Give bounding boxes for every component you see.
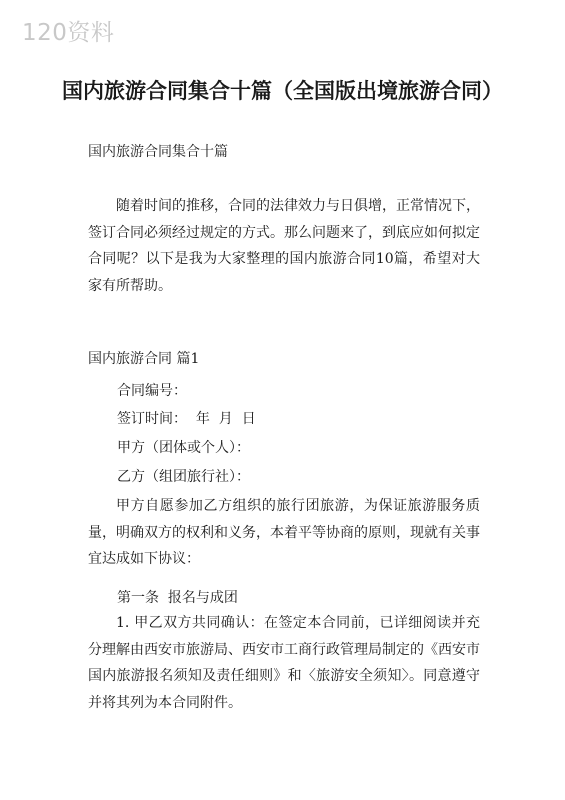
intro-paragraph: 随着时间的推移，合同的法律效力与日俱增，正常情况下，签订合同必须经过规定的方式。那么问题来了，到底应如何拟定合同呢？以下是我为大家整理的国内旅游合同10篇，希望对大家有所帮助。 bbox=[88, 198, 480, 294]
agreement-paragraph: 甲方自愿参加乙方组织的旅行团旅游，为保证旅游服务质量，明确双方的权利和义务，本着平等协商的原则，现就有关事宜达成如下协议： bbox=[88, 498, 480, 568]
document-subtitle: 国内旅游合同集合十篇 bbox=[88, 144, 228, 160]
sign-time-line: 签订时间： 年 月 日 bbox=[117, 411, 256, 427]
article-1-title: 第一条 报名与成团 bbox=[117, 590, 238, 606]
contract-number-line: 合同编号： bbox=[117, 383, 187, 399]
section-title: 国内旅游合同 篇1 bbox=[88, 351, 200, 367]
party-b-line: 乙方（组团旅行社）： bbox=[117, 469, 250, 485]
document-title: 国内旅游合同集合十篇（全国版出境旅游合同） bbox=[62, 79, 503, 103]
clause-1-paragraph: 1. 甲乙双方共同确认：在签定本合同前，已详细阅读并充分理解由西安市旅游局、西安市工商行政管理局制定的《西安市国内旅游报名须知及责任细则》和〈旅游安全须知〉。同意遵守并将其列为本合同附件。 bbox=[88, 615, 480, 711]
watermark-logo: 120资料 bbox=[22, 20, 115, 46]
party-a-line: 甲方（团体或个人）： bbox=[117, 440, 250, 456]
